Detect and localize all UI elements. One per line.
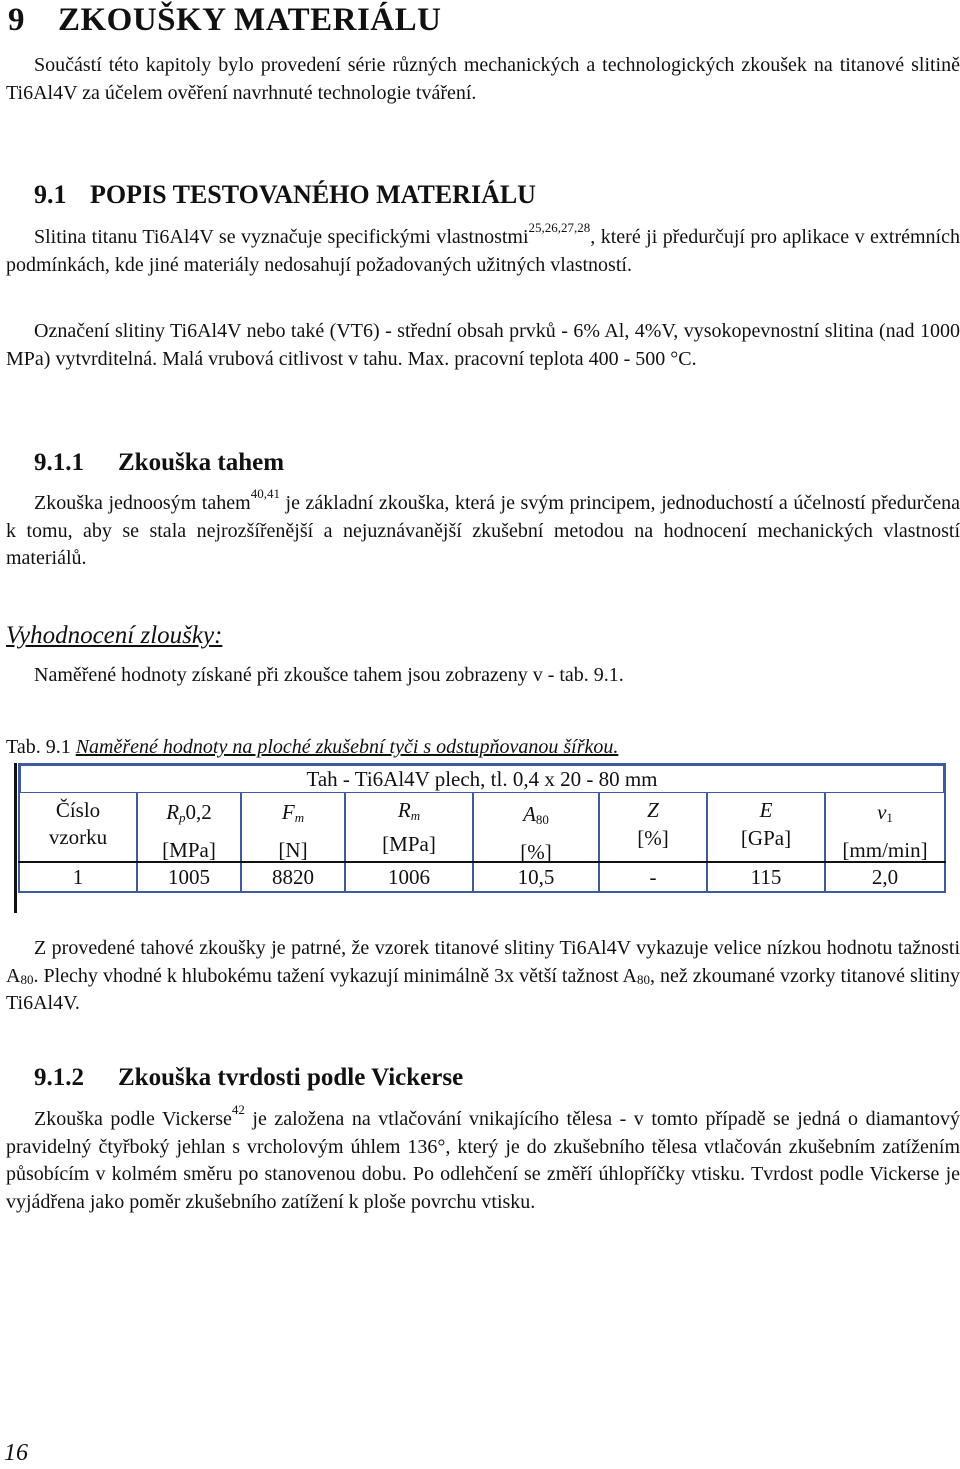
table-title-band: [18, 763, 946, 793]
sub1-number: 9.1.1: [34, 449, 84, 476]
p1-citation: 25,26,27,28: [528, 220, 591, 235]
p1-text-a: Slitina titanu Ti6Al4V se vyznačuje specifickými vlastnostmi: [34, 226, 529, 248]
table-title: Tah - Ti6Al4V plech, tl. 0,4 x 20 - 80 mm: [306, 767, 658, 791]
section-heading: [34, 178, 536, 212]
material-paragraph: [6, 220, 960, 279]
designation-paragraph: [6, 318, 960, 373]
p2-text: Označení slitiny Ti6Al4V nebo také (VT6) - střední obsah prvků - 6% Al, 4%V, vysokopevnostní slitina (nad 1000 MPa) vytvrditelná. Malá vrubová citlivost v tahu. Max. pracovní teplota 400 - 500 °C.: [6, 320, 960, 370]
sub2-title: Zkouška tvrdosti podle Vickerse: [118, 1064, 464, 1091]
p3-text-b: je základní zkouška, která je svým principem, jednoduchostí a účelností předurčena k tomu, aby se stala nejrozšířenější a nejuznávanější zkušební metodou na hodnocení mechanických vlastností materiálů.: [6, 492, 960, 569]
header-v1: $v_1$ [mm/min]: [842, 800, 928, 862]
conclusion-paragraph: Z provedené tahové zkoušky je patrné, že vzorek titanové slitiny Ti6Al4V vykazuje velice nízkou hodnotu tažnosti $A_{80}$. Plechy vhodné k hlubokému tažení vykazují minimálně 3x větší tažnost $A_{80}$, než zkoumané vzorky titanové slitiny Ti6Al4V.: [6, 937, 960, 1014]
cell-rp02: 1005: [168, 865, 210, 889]
chapter-title: ZKOUŠKY MATERIÁLU: [58, 2, 442, 38]
header-a80: $A_{80}$ [%]: [520, 802, 552, 864]
cell-v1: 2,0: [871, 865, 899, 889]
intro-text: Součástí této kapitoly bylo provedení série různých mechanických a technologických zkoušek na titanové slitině Ti6Al4V za účelem ověření navrhnuté technologie tváření.: [6, 54, 960, 104]
section-title: POPIS TESTOVANÉHO MATERIÁLU: [90, 180, 536, 209]
header-z: Z [%]: [637, 798, 669, 850]
evaluation-heading: Vyhodnocení zloušky:: [6, 622, 223, 649]
results-table: [18, 763, 946, 893]
chapter-heading: [8, 0, 441, 40]
caption-text: Naměřené hodnoty na ploché zkušební tyči s odstupňovanou šířkou.: [75, 736, 619, 758]
cell-a80: 10,5: [517, 865, 555, 889]
intro-paragraph: [6, 52, 960, 107]
vickers-paragraph: Zkouška podle Vickerse$^{42}$ je založena na vtlačování vnikajícího tělesa - v tomto případě se jedná o diamantový pravidelný čtyřboký jehlan s vrcholovým úhlem 136°, který je do zkušebního tělesa vtlačován zkušebním zatížením působícím v kolmém směru po stanovenou dobu. Po odlehčení se změří úhlopříčky vtisku. Tvrdost podle Vickerse je vyjádřena jako poměr zkušebního zatížení k ploše povrchu vtisku.: [6, 1102, 960, 1213]
subsection-heading-vickers: [34, 1062, 463, 1094]
cell-sample: 1: [72, 865, 84, 889]
p1-text-b: , které ji předurčují pro aplikace v extrémních podmínkách, kde jiné materiály nedosahují požadovaných užitných vlastností.: [6, 226, 960, 276]
header-fm: $F_m$ [N]: [278, 800, 308, 862]
p3-text-a: Zkouška jednoosým tahem: [34, 492, 251, 514]
sub1-title: Zkouška tahem: [118, 449, 285, 476]
cell-rm: 1006: [388, 865, 430, 889]
sub2-number: 9.1.2: [34, 1064, 84, 1091]
table-body: [18, 793, 946, 893]
header-sample-number: Číslo vzorku: [48, 798, 108, 849]
subsection-heading-tensile: [34, 447, 284, 479]
p3-citation: 40,41: [250, 486, 280, 501]
section-number: 9.1: [34, 180, 67, 209]
header-rp02: $R_p0,2$ [MPa]: [162, 800, 216, 862]
table-left-rule: [14, 763, 17, 913]
chapter-number: 9: [8, 2, 25, 38]
table-caption: [6, 735, 618, 759]
p4-text: Naměřené hodnoty získané při zkoušce tahem jsou zobrazeny v - tab. 9.1.: [34, 664, 624, 686]
page-number: 16: [4, 1440, 28, 1466]
header-rm: $R_m$ [MPa]: [382, 798, 436, 856]
caption-label: Tab. 9.1: [6, 736, 71, 758]
tensile-paragraph: [6, 486, 960, 573]
cell-fm: 8820: [272, 865, 314, 889]
results-paragraph: [6, 662, 960, 690]
header-e: E [GPa]: [740, 798, 792, 850]
cell-z: -: [649, 865, 657, 889]
cell-e: 115: [750, 865, 782, 889]
